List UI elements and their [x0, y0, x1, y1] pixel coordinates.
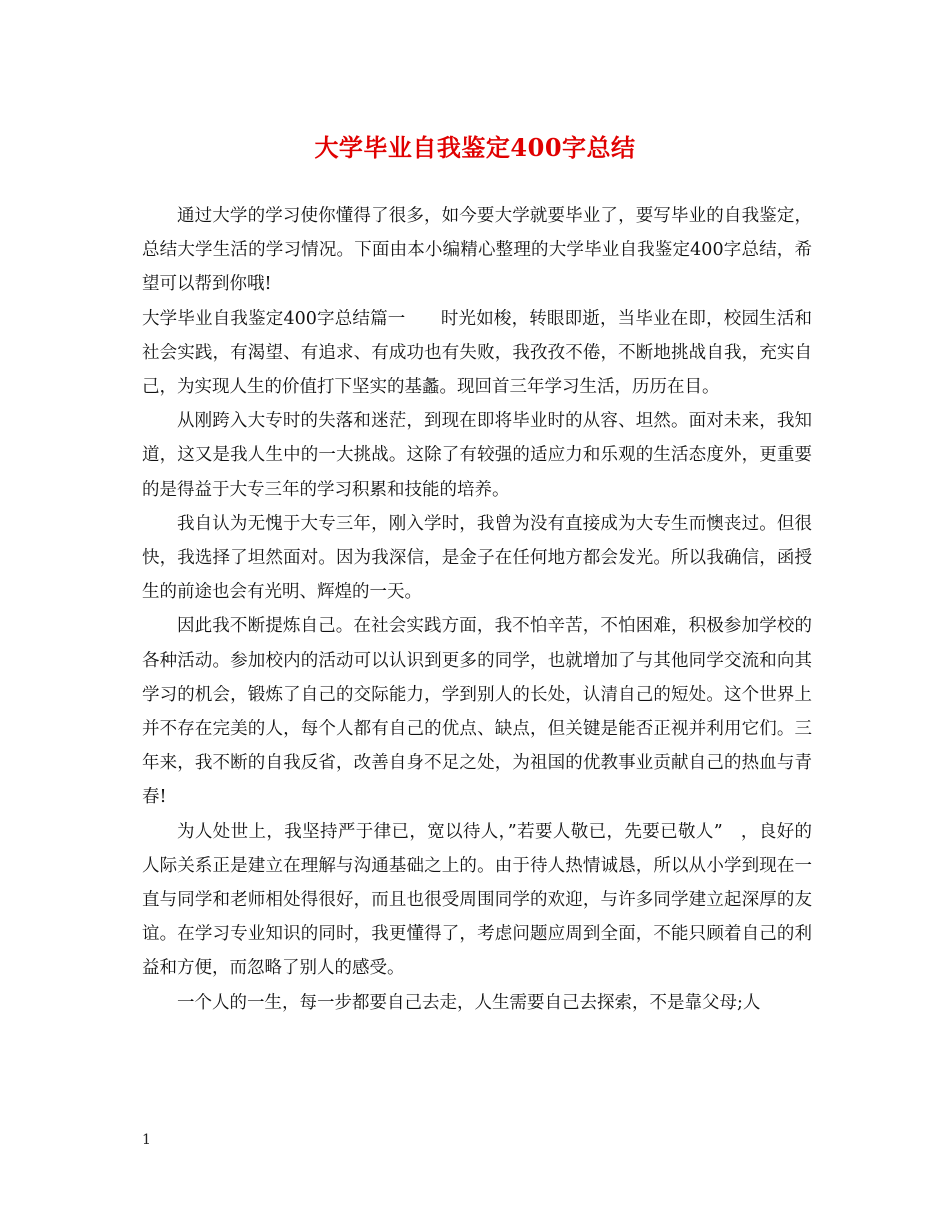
paragraph: 从刚跨入大专时的失落和迷茫，到现在即将毕业时的从容、坦然。面对未来，我知道，这又是我人生中的一大挑战。这除了有较强的适应力和乐观的生活态度外，更重要的是得益于大专三年的学习积累和技能的培养。 [142, 411, 812, 500]
paragraph-intro: 通过大学的学习使你懂得了很多，如今要大学就要毕业了，要写毕业的自我鉴定，总结大学生活的学习情况。下面由本小编精心整理的大学毕业自我鉴定400字总结，希望可以帮到你哦! [142, 206, 812, 295]
paragraph: 我自认为无愧于大专三年，刚入学时，我曾为没有直接成为大专生而懊丧过。但很快，我选择了坦然面对。因为我深信，是金子在任何地方都会发光。所以我确信，函授生的前途也会有光明、辉煌的一天。 [142, 513, 812, 603]
paragraph-section-one: 大学毕业自我鉴定400字总结篇一 时光如梭，转眼即逝，当毕业在即，校园生活和社会实践，有渴望、有追求、有成功也有失败，我孜孜不倦，不断地挑战自我，充实自己，为实现人生的价值打下坚实的基蠡。现回首三年学习生活，历历在目。 [142, 308, 812, 398]
document-body [142, 199, 812, 1020]
paragraph: 一个人的一生，每一步都要自己去走，人生需要自己去探索，不是靠父母;人 [177, 992, 761, 1013]
page-number: 1 [142, 1132, 151, 1148]
document-title: 大学毕业自我鉴定400字总结 [314, 133, 636, 162]
paragraph: 因此我不断提炼自己。在社会实践方面，我不怕辛苦，不怕困难，积极参加学校的各种活动。参加校内的活动可以认识到更多的同学，也就增加了与其他同学交流和向其学习的机会，锻炼了自己的交际能力，学到别人的长处，认清自己的短处。这个世界上并不存在完美的人，每个人都有自己的优点、缺点，但关键是能否正视并利用它们。三年来，我不断的自我反省，改善自身不足之处，为祖国的优教事业贡献自己的热血与青春! [142, 616, 812, 808]
paragraph: 为人处世上，我坚持严于律已，宽以待人，”若要人敬已，先要已敬人” ，良好的人际关系正是建立在理解与沟通基础之上的。由于待人热情诚恳，所以从小学到现在一直与同学和老师相处得很好，而且也很受周围同学的欢迎，与许多同学建立起深厚的友谊。在学习专业知识的同时，我更懂得了，考虑问题应周到全面，不能只顾着自己的利益和方便，而忽略了别人的感受。 [142, 821, 812, 979]
